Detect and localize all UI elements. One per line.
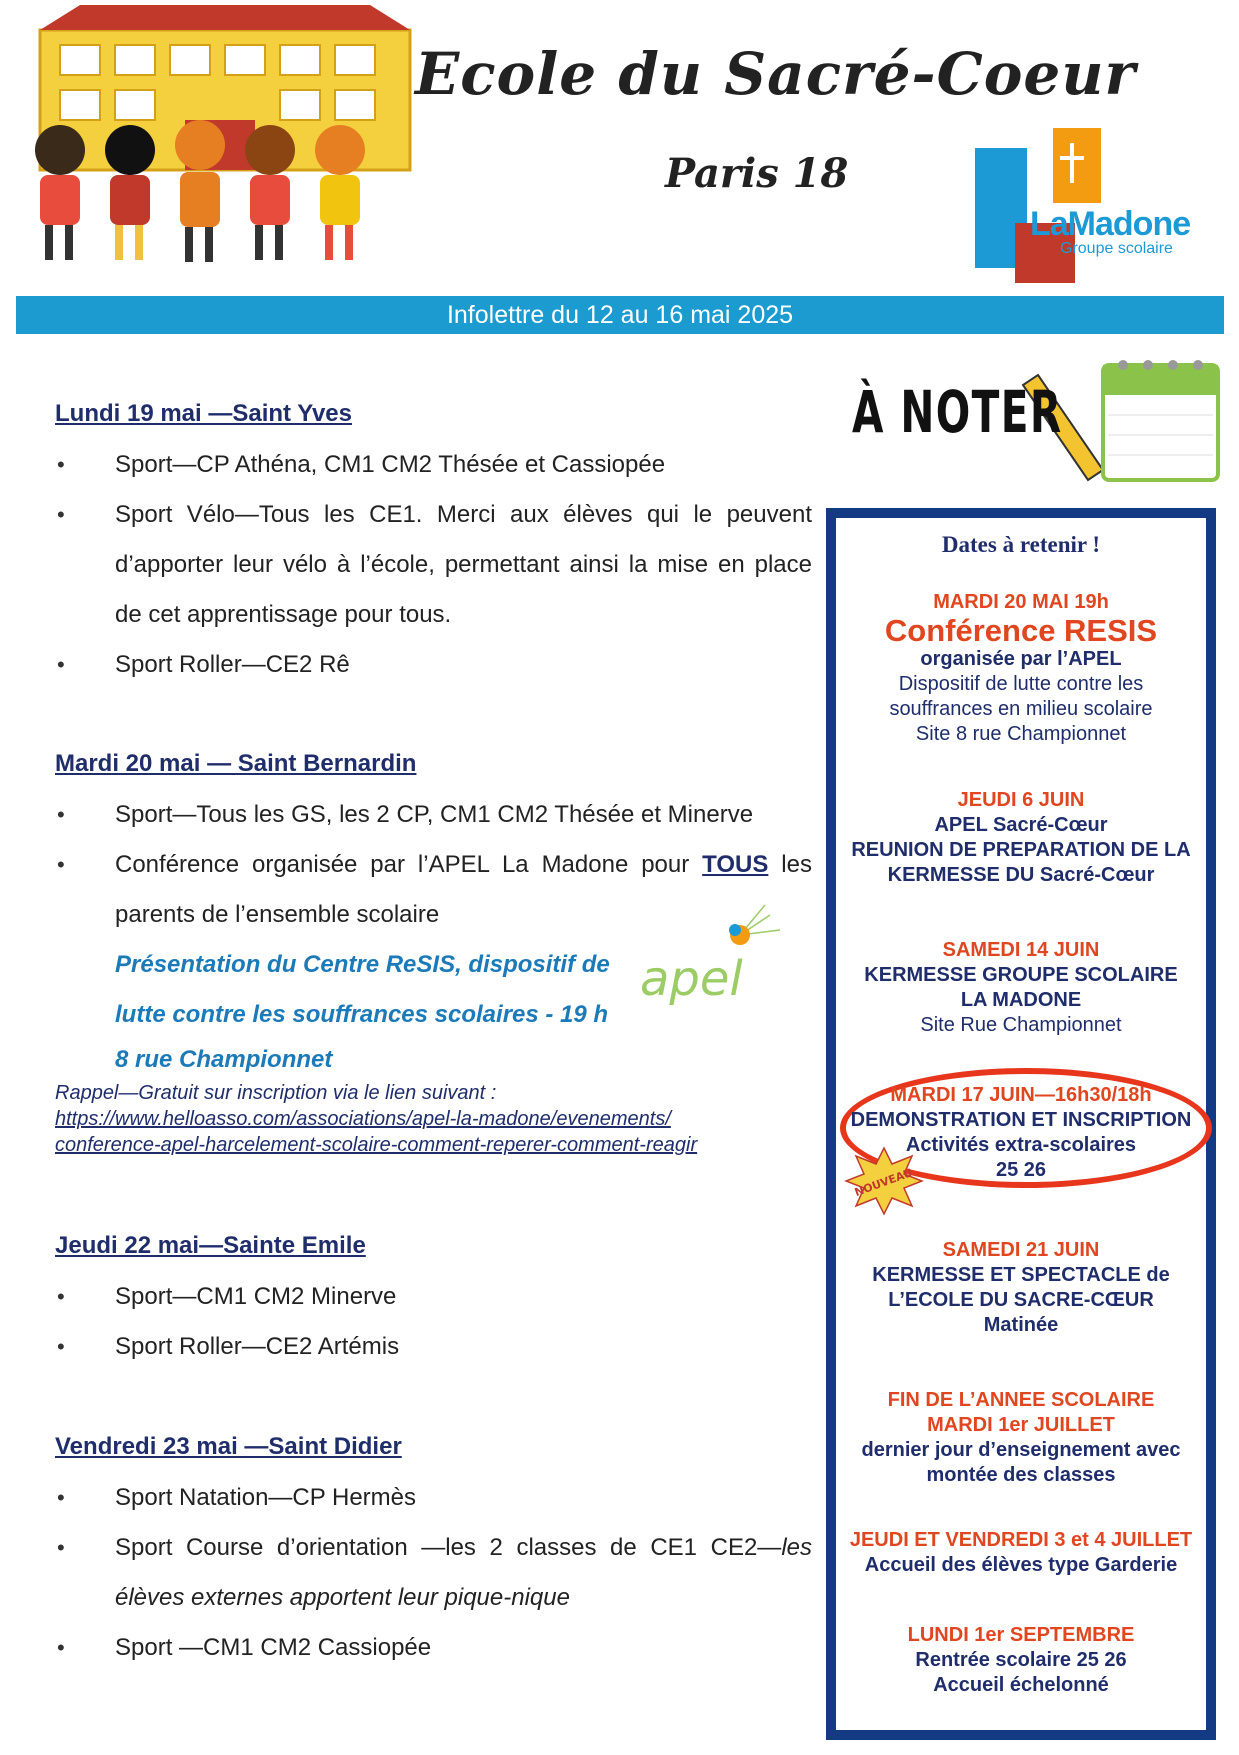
event-detail: KERMESSE GROUPE SCOLAIRE (864, 964, 1178, 986)
event-detail: Matinée (983, 1314, 1059, 1336)
event-date: JEUDI ET VENDREDI 3 et 4 JUILLET (849, 1529, 1193, 1551)
infolettre-banner: Infolettre du 12 au 16 mai 2025 (16, 296, 1224, 334)
list-item: • Sport Roller—CE2 Rê (55, 640, 812, 690)
event-headline: Conférence RESIS (884, 613, 1158, 648)
event-conference (836, 590, 1206, 747)
activity-list (55, 440, 812, 690)
day-section-lundi (55, 400, 812, 690)
event-fin-annee (836, 1388, 1206, 1488)
conference-text-end: les parents de l’ensemble scolaire (115, 851, 812, 928)
list-item (55, 1523, 812, 1623)
activity-list (55, 1473, 812, 1673)
rappel-text: Rappel—Gratuit sur inscription via le lien suivant : (55, 1082, 497, 1104)
list-item: • Sport—CM1 CM2 Minerve (55, 1272, 812, 1322)
list-item: • Sport Vélo—Tous les CE1. Merci aux élèves qui le peuvent d’apporter leur vélo à l’école, permettant ainsi la mise en place de cet apprentissage pour tous. (55, 490, 812, 640)
school-title: Ecole du Sacré-Coeur (415, 40, 1137, 108)
event-detail: LA MADONE (960, 989, 1082, 1011)
event-detail: Accueil échelonné (933, 1674, 1109, 1696)
day-section-vendredi (55, 1433, 812, 1673)
event-detail: 25 26 (995, 1159, 1047, 1181)
event-date: FIN DE L’ANNEE SCOLAIRE (887, 1389, 1155, 1411)
conference-detail: Présentation du Centre ReSIS, dispositif de (115, 951, 610, 978)
event-kermesse-madone (836, 938, 1206, 1038)
event-detail: Dispositif de lutte contre les (898, 673, 1144, 695)
event-detail: Accueil des élèves type Garderie (864, 1554, 1178, 1576)
event-detail: Site 8 rue Championnet (915, 723, 1127, 745)
event-detail: organisée par l’APEL (920, 648, 1122, 670)
la-madone-name: LaMadone (1030, 205, 1191, 243)
sidebar-title: Dates à retenir ! (941, 532, 1101, 557)
day-title: Jeudi 22 mai—Sainte Emile (55, 1232, 366, 1259)
day-title: Mardi 20 mai — Saint Bernardin (55, 750, 417, 777)
day-title: Vendredi 23 mai —Saint Didier (55, 1433, 402, 1460)
event-detail: Site Rue Championnet (920, 1014, 1122, 1036)
event-date: MARDI 17 JUIN—16h30/18h (890, 1084, 1152, 1106)
event-detail: DEMONSTRATION ET INSCRIPTION (850, 1109, 1192, 1131)
event-detail: Activités extra-scolaires (905, 1134, 1137, 1156)
la-madone-subtitle: Groupe scolaire (1060, 240, 1173, 257)
list-item: • Sport—CP Athéna, CM1 CM2 Thésée et Cassiopée (55, 440, 812, 490)
event-date: SAMEDI 21 JUIN (942, 1239, 1100, 1261)
conference-emphasis: TOUS (702, 851, 769, 878)
event-detail: REUNION DE PREPARATION DE LA (851, 839, 1191, 861)
event-garderie (836, 1528, 1206, 1578)
helloasso-link[interactable]: https://www.helloasso.com/associations/apel-la-madone/evenements/ (55, 1108, 671, 1130)
event-detail: KERMESSE DU Sacré-Cœur (887, 864, 1155, 886)
school-children-illustration (20, 0, 440, 300)
nouveau-badge: NOUVEAU (852, 1166, 915, 1200)
day-section-jeudi (55, 1232, 812, 1372)
helloasso-link-cont[interactable]: conference-apel-harcelement-scolaire-comment-reperer-comment-reagir (55, 1134, 698, 1156)
activity-list (55, 1272, 812, 1372)
event-date: JEUDI 6 JUIN (957, 789, 1085, 811)
conference-text: Conférence organisée par l’APEL La Madone pour (115, 851, 703, 878)
event-date: MARDI 20 MAI 19h (933, 591, 1109, 613)
dandelion-icon (640, 895, 810, 1015)
event-detail: souffrances en milieu scolaire (889, 698, 1153, 720)
event-detail: L’ECOLE DU SACRE-CŒUR (888, 1289, 1154, 1311)
event-detail: APEL Sacré-Cœur (934, 814, 1108, 836)
event-detail: montée des classes (926, 1464, 1116, 1486)
school-city: Paris 18 (665, 150, 849, 197)
conference-location: 8 rue Championnet (115, 1046, 333, 1073)
event-date: MARDI 1er JUILLET (927, 1414, 1115, 1436)
event-date: LUNDI 1er SEPTEMBRE (907, 1624, 1135, 1646)
apel-wordmark: apel (640, 951, 743, 1007)
orientation-note: les élèves externes apportent leur pique-nique (115, 1534, 812, 1611)
day-title: Lundi 19 mai —Saint Yves (55, 400, 352, 427)
conference-detail: lutte contre les souffrances scolaires - 19 h (115, 1001, 609, 1028)
event-date: SAMEDI 14 JUIN (942, 939, 1100, 961)
dates-sidebar (826, 508, 1216, 1740)
apel-logo (640, 895, 810, 1015)
list-item: • Sport —CM1 CM2 Cassiopée (55, 1623, 812, 1673)
event-rentree (836, 1623, 1206, 1698)
list-item: • Sport Roller—CE2 Artémis (55, 1322, 812, 1372)
event-detail: dernier jour d’enseignement avec (861, 1439, 1181, 1461)
event-detail: KERMESSE ET SPECTACLE de (872, 1264, 1170, 1286)
orientation-text: Sport Course d’orientation —les 2 classes de CE1 CE2— (115, 1534, 782, 1561)
nouveau-badge-icon (844, 1146, 924, 1216)
event-apel-meeting (836, 788, 1206, 888)
list-item: • Sport—Tous les GS, les 2 CP, CM1 CM2 Thésée et Minerve (55, 790, 812, 840)
list-item: • Sport Natation—CP Hermès (55, 1473, 812, 1523)
event-kermesse-sacre-coeur (836, 1238, 1206, 1338)
event-detail: Rentrée scolaire 25 26 (915, 1649, 1127, 1671)
a-noter-heading: À NOTER (852, 378, 1063, 446)
